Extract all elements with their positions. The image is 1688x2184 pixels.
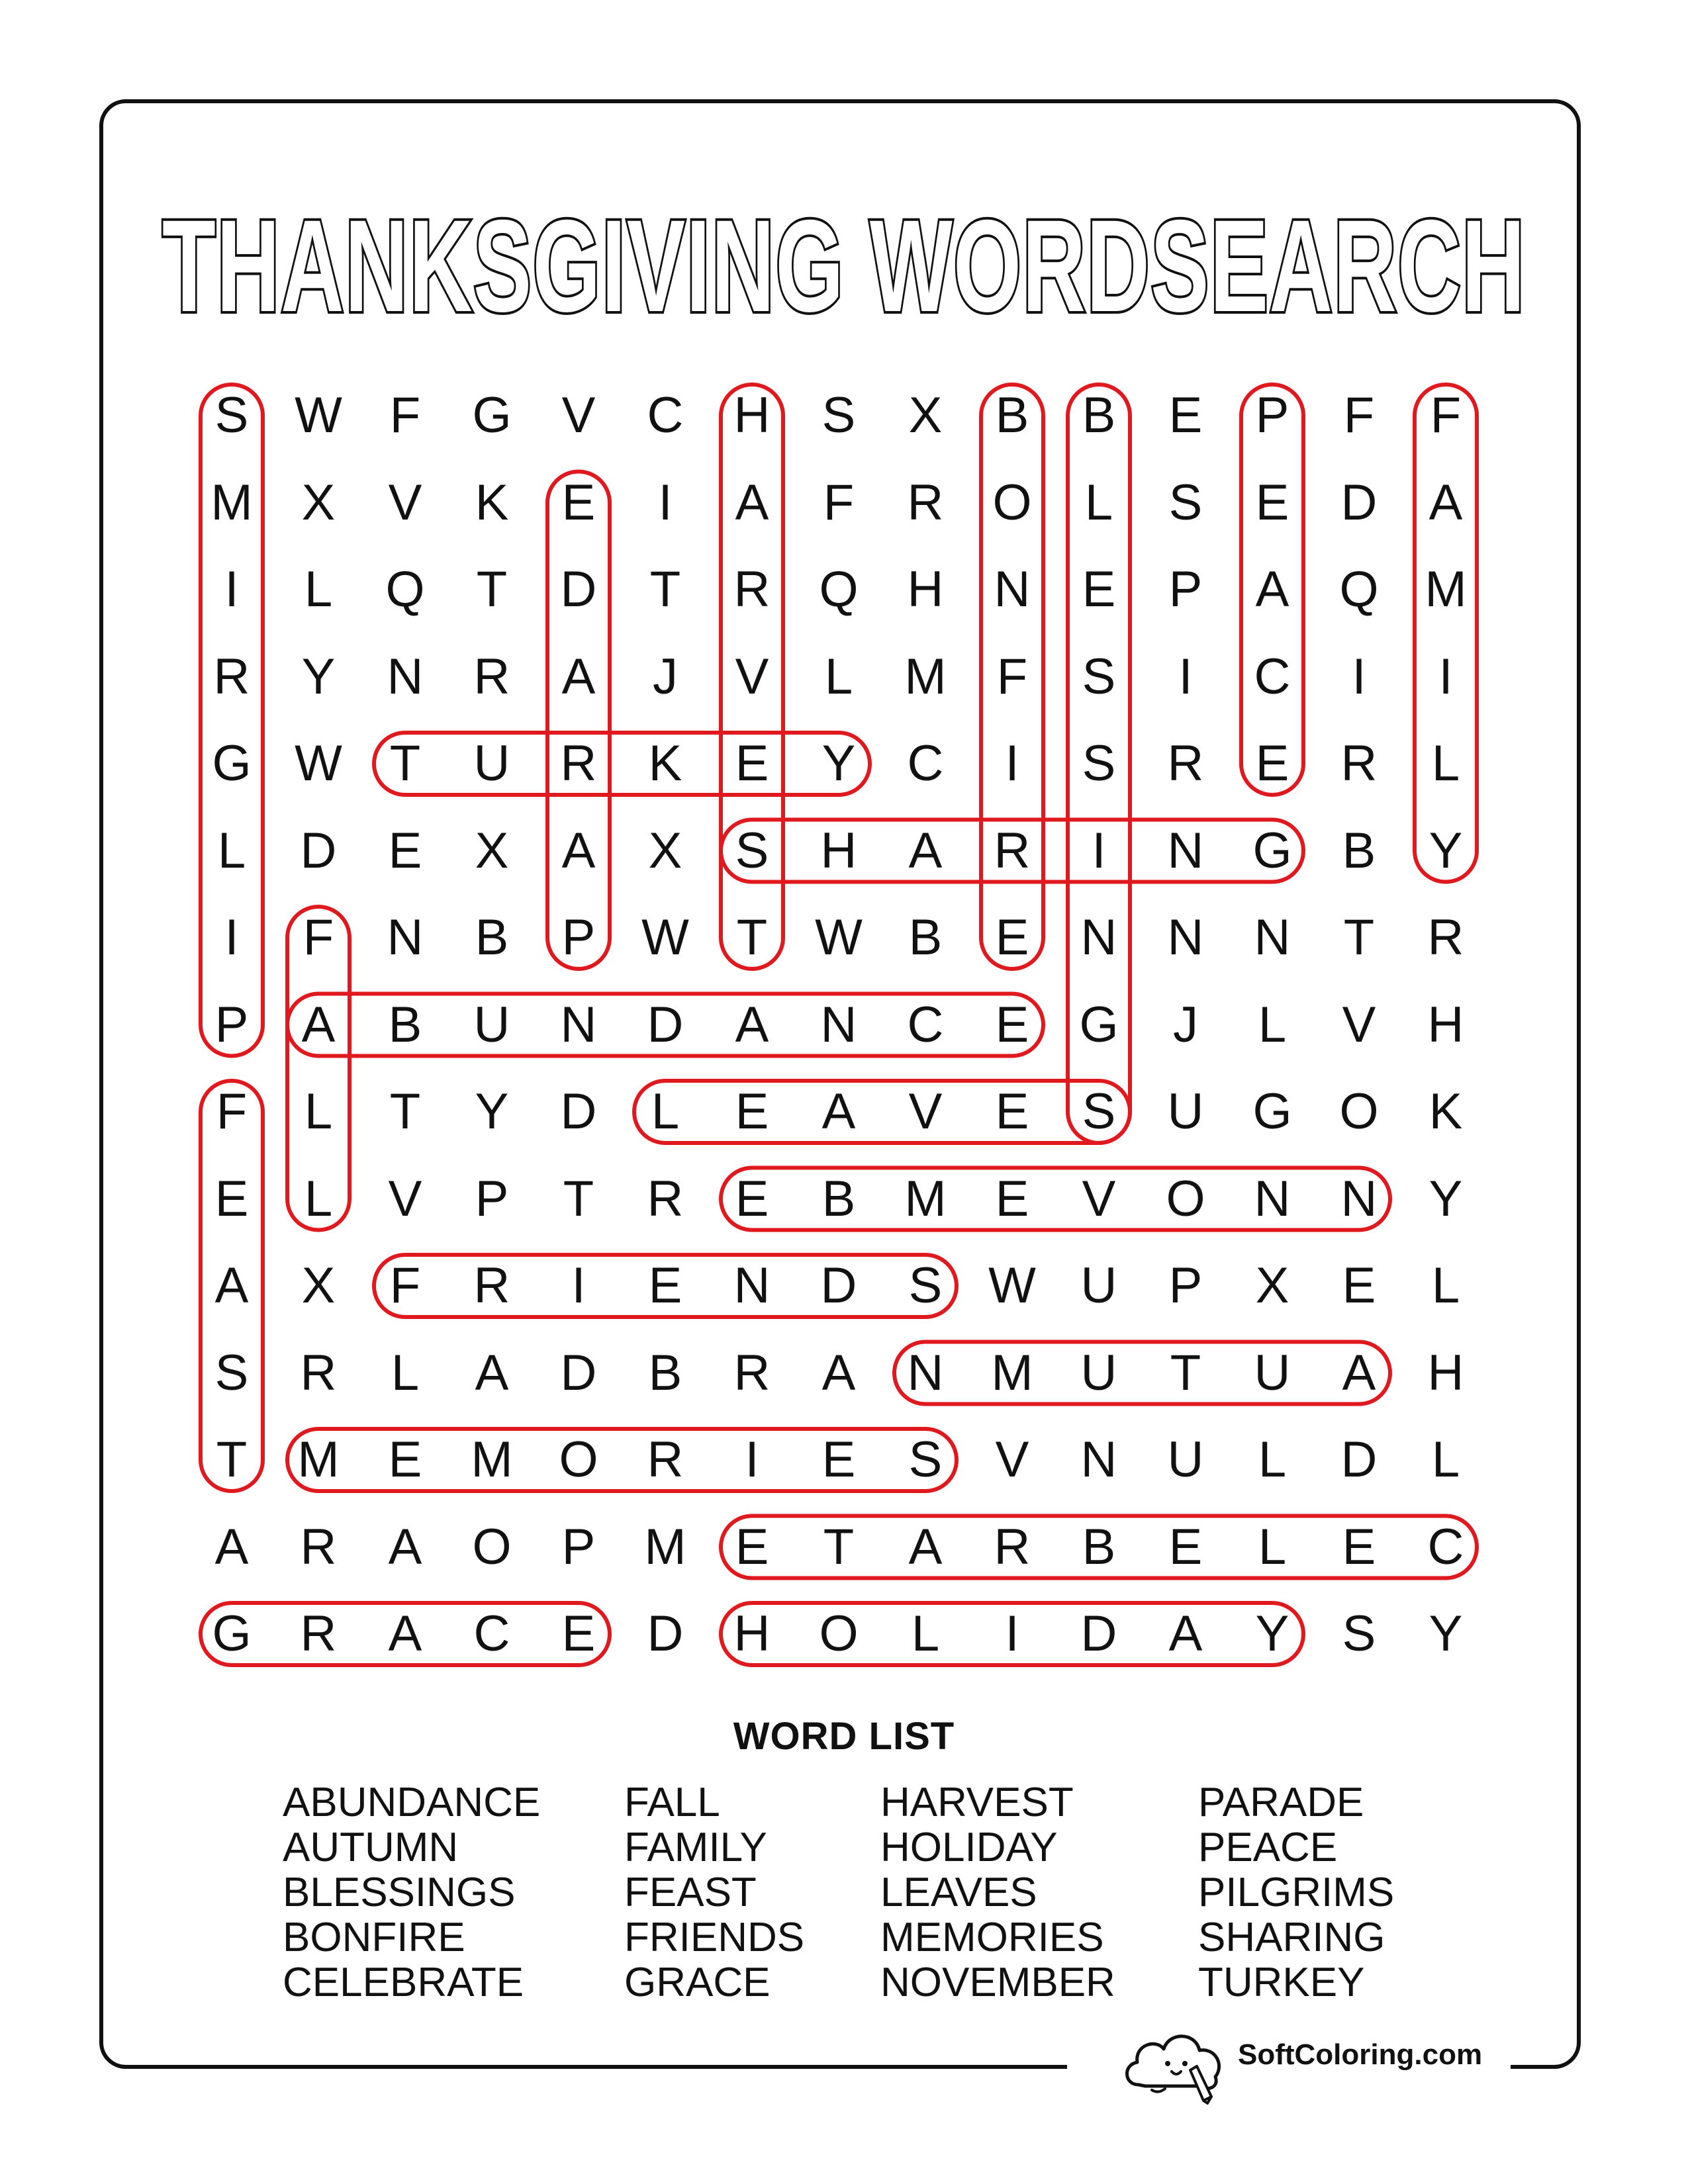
grid-letter[interactable]: D — [300, 822, 337, 879]
grid-letter[interactable]: R — [300, 1344, 337, 1401]
grid-letter[interactable]: A — [735, 474, 769, 531]
grid-letter[interactable]: E — [1342, 1518, 1376, 1575]
grid-letter[interactable]: X — [301, 474, 336, 531]
word-list-column — [1198, 1780, 1394, 2005]
grid-letter[interactable]: A — [388, 1606, 422, 1662]
grid-letter[interactable]: D — [560, 1083, 597, 1140]
grid-letter[interactable]: T — [476, 561, 508, 617]
grid-letter[interactable]: L — [911, 1606, 940, 1662]
grid-letter[interactable]: V — [388, 474, 422, 531]
grid-letter[interactable]: R — [647, 1170, 684, 1227]
grid-letter[interactable]: A — [1168, 1606, 1203, 1662]
grid-letter[interactable]: S — [821, 387, 856, 443]
grid-letter[interactable]: A — [908, 1518, 943, 1575]
grid-letter[interactable]: I — [224, 561, 239, 617]
grid-letter[interactable]: E — [1342, 1257, 1376, 1314]
grid-letter[interactable]: O — [992, 474, 1032, 531]
grid-letter[interactable]: B — [908, 909, 943, 966]
grid-letter[interactable]: V — [735, 648, 769, 705]
grid-letter[interactable]: X — [908, 387, 943, 443]
grid-letter[interactable]: C — [1254, 648, 1291, 705]
grid-letter[interactable]: W — [641, 909, 689, 966]
grid-letter[interactable]: V — [1082, 1170, 1116, 1227]
grid-letter[interactable]: T — [649, 561, 681, 617]
grid-letter[interactable]: O — [559, 1432, 598, 1488]
grid-letter[interactable]: E — [1168, 1518, 1203, 1575]
grid-letter[interactable]: B — [821, 1170, 856, 1227]
word-list-column — [283, 1780, 540, 2005]
word-list-item: NOVEMBER — [880, 1960, 1115, 2005]
grid-letter[interactable]: S — [214, 1344, 249, 1401]
grid-letter[interactable]: X — [648, 822, 682, 879]
grid-letter[interactable]: Y — [1255, 1606, 1289, 1662]
grid-letter[interactable]: F — [1343, 387, 1375, 443]
grid-letter[interactable]: L — [1258, 996, 1287, 1053]
grid-letter[interactable]: H — [820, 822, 857, 879]
grid-letter[interactable]: H — [1427, 996, 1464, 1053]
grid-letter[interactable]: S — [908, 1257, 943, 1314]
grid-letter[interactable]: Y — [1429, 1170, 1463, 1227]
grid-letter[interactable]: M — [991, 1344, 1033, 1401]
grid-letter[interactable]: E — [735, 1518, 769, 1575]
grid-letter[interactable]: Y — [821, 735, 856, 792]
grid-letter[interactable]: N — [1254, 1170, 1291, 1227]
grid-letter[interactable]: S — [1168, 474, 1203, 531]
grid-letter[interactable]: N — [994, 561, 1031, 617]
grid-letter[interactable]: P — [475, 1170, 509, 1227]
grid-letter[interactable]: W — [988, 1257, 1036, 1314]
grid-letter[interactable]: E — [561, 474, 596, 531]
grid-letter[interactable]: P — [561, 909, 596, 966]
grid-letter[interactable]: A — [821, 1344, 856, 1401]
grid-letter[interactable]: M — [1425, 561, 1467, 617]
word-list-item: ABUNDANCE — [283, 1780, 541, 1825]
grid-letter[interactable]: R — [300, 1606, 337, 1662]
grid-letter[interactable]: M — [904, 648, 947, 705]
grid-letter[interactable]: V — [995, 1432, 1029, 1488]
grid-letter[interactable]: A — [908, 822, 943, 879]
grid-letter[interactable]: J — [1173, 996, 1198, 1053]
grid-letter[interactable]: O — [1166, 1170, 1205, 1227]
grid-letter[interactable]: R — [647, 1432, 684, 1488]
grid-letter[interactable]: T — [389, 1083, 421, 1140]
grid-letter[interactable]: C — [907, 996, 944, 1053]
grid-letter[interactable]: F — [303, 909, 334, 966]
word-list-item: HARVEST — [880, 1780, 1074, 1825]
word-list-item: BONFIRE — [283, 1915, 465, 1960]
grid-letter[interactable]: W — [295, 387, 342, 443]
grid-letter[interactable]: I — [1352, 648, 1366, 705]
grid-letter[interactable]: L — [651, 1083, 680, 1140]
grid-letter[interactable]: G — [472, 387, 512, 443]
grid-letter[interactable]: D — [647, 996, 684, 1053]
grid-letter[interactable]: A — [561, 822, 596, 879]
grid-letter[interactable]: N — [387, 909, 424, 966]
grid-letter[interactable]: P — [1255, 387, 1289, 443]
grid-letter[interactable]: N — [1167, 822, 1204, 879]
grid-letter[interactable]: S — [1082, 1083, 1116, 1140]
word-list-item: FRIENDS — [624, 1915, 805, 1960]
grid-letter[interactable]: B — [475, 909, 509, 966]
grid-letter[interactable]: E — [1255, 735, 1289, 792]
grid-letter[interactable]: Y — [301, 648, 336, 705]
cloud-pencil-icon — [1119, 2019, 1231, 2105]
grid-letter[interactable]: F — [1430, 387, 1462, 443]
grid-letter[interactable]: L — [1431, 1432, 1460, 1488]
grid-letter[interactable]: H — [733, 387, 771, 443]
grid-letter[interactable]: E — [388, 822, 422, 879]
grid-letter[interactable]: X — [1255, 1257, 1289, 1314]
grid-letter[interactable]: F — [996, 648, 1028, 705]
grid-letter[interactable]: V — [388, 1170, 422, 1227]
grid-letter[interactable]: U — [1080, 1344, 1117, 1401]
grid-letter[interactable]: N — [1080, 909, 1117, 966]
grid-letter[interactable]: I — [745, 1432, 759, 1488]
grid-letter[interactable]: A — [561, 648, 596, 705]
grid-letter[interactable]: P — [1168, 1257, 1203, 1314]
word-list-item: FAMILY — [624, 1825, 767, 1870]
grid-letter[interactable]: G — [212, 1606, 252, 1662]
grid-letter[interactable]: A — [1342, 1344, 1376, 1401]
grid-letter[interactable]: O — [472, 1518, 512, 1575]
grid-letter[interactable]: T — [563, 1170, 594, 1227]
grid-letter[interactable]: N — [1167, 909, 1204, 966]
grid-letter[interactable]: M — [644, 1518, 686, 1575]
grid-letter[interactable]: D — [1340, 474, 1378, 531]
grid-letter[interactable]: V — [561, 387, 596, 443]
branding-text[interactable]: SoftColoring.com — [1238, 2038, 1483, 2071]
grid-letter[interactable]: B — [995, 387, 1029, 443]
word-list-heading: WORD LIST — [733, 1715, 955, 1758]
grid-letter[interactable]: R — [994, 822, 1031, 879]
grid-letter[interactable]: D — [560, 1344, 597, 1401]
grid-letter[interactable]: N — [820, 996, 857, 1053]
grid-letter[interactable]: G — [212, 735, 252, 792]
grid-letter[interactable]: R — [560, 735, 597, 792]
grid-letter[interactable]: E — [388, 1432, 422, 1488]
grid-letter[interactable]: A — [475, 1344, 509, 1401]
grid-letter[interactable]: N — [1340, 1170, 1378, 1227]
word-list-item: SHARING — [1198, 1915, 1385, 1960]
grid-letter[interactable]: F — [216, 1083, 248, 1140]
grid-letter[interactable]: I — [224, 909, 239, 966]
grid-letter[interactable]: B — [1342, 822, 1376, 879]
grid-letter[interactable]: G — [1079, 996, 1119, 1053]
grid-letter[interactable]: B — [1082, 1518, 1116, 1575]
grid-letter[interactable]: V — [908, 1083, 943, 1140]
grid-letter[interactable]: Y — [1429, 822, 1463, 879]
grid-letter[interactable]: X — [301, 1257, 336, 1314]
grid-letter[interactable]: O — [819, 1606, 859, 1662]
grid-letter[interactable]: L — [1258, 1518, 1287, 1575]
grid-letter[interactable]: T — [823, 1518, 855, 1575]
grid-letter[interactable]: A — [1255, 561, 1289, 617]
grid-letter[interactable]: M — [471, 1432, 513, 1488]
grid-letter[interactable]: M — [211, 474, 253, 531]
title-text: THANKSGIVING WORDSEARCH — [162, 193, 1526, 338]
word-list-column — [624, 1780, 804, 2005]
grid-letter[interactable]: C — [473, 1606, 510, 1662]
grid-letter[interactable]: C — [907, 735, 944, 792]
grid-letter[interactable]: E — [995, 909, 1029, 966]
word-list-column — [880, 1780, 1115, 2005]
grid-letter[interactable]: M — [904, 1170, 947, 1227]
grid-letter[interactable]: R — [213, 648, 250, 705]
grid-letter[interactable]: R — [300, 1518, 337, 1575]
grid-letter[interactable]: S — [1082, 735, 1116, 792]
grid-letter[interactable]: E — [214, 1170, 249, 1227]
grid-letter[interactable]: I — [1178, 648, 1193, 705]
grid-letter[interactable]: N — [387, 648, 424, 705]
grid-letter[interactable]: Q — [819, 561, 859, 617]
grid-letter[interactable]: U — [1167, 1432, 1204, 1488]
grid-letter[interactable]: S — [1342, 1606, 1376, 1662]
grid-letter[interactable]: R — [907, 474, 944, 531]
grid-letter[interactable]: I — [1092, 822, 1106, 879]
grid-letter[interactable]: E — [561, 1606, 596, 1662]
grid-letter[interactable]: R — [473, 648, 510, 705]
grid-letter[interactable]: R — [1340, 735, 1378, 792]
grid-letter[interactable]: X — [475, 822, 509, 879]
word-list-item: TURKEY — [1198, 1960, 1365, 2005]
word-list-item: PEACE — [1198, 1825, 1338, 1870]
grid-letter[interactable]: K — [1429, 1083, 1463, 1140]
grid-letter[interactable]: R — [473, 1257, 510, 1314]
grid-letter[interactable]: I — [571, 1257, 586, 1314]
branding-logo[interactable] — [1119, 2019, 1489, 2105]
grid-letter[interactable]: H — [733, 1606, 771, 1662]
grid-letter[interactable]: L — [304, 1170, 333, 1227]
word-list-item: PARADE — [1198, 1780, 1364, 1825]
grid-letter[interactable]: E — [735, 1170, 769, 1227]
grid-letter[interactable]: E — [735, 1083, 769, 1140]
grid-letter[interactable]: N — [1254, 909, 1291, 966]
grid-letter[interactable]: D — [560, 561, 597, 617]
grid-letter[interactable]: G — [1252, 1083, 1292, 1140]
word-list-item: FEAST — [624, 1870, 757, 1915]
grid-letter[interactable]: R — [1167, 735, 1204, 792]
grid-letter[interactable]: U — [1254, 1344, 1291, 1401]
grid-letter[interactable]: A — [735, 996, 769, 1053]
grid-letter[interactable]: A — [301, 996, 336, 1053]
grid-letter[interactable]: E — [1082, 561, 1116, 617]
grid-letter[interactable]: T — [1343, 909, 1375, 966]
grid-letter[interactable]: D — [647, 1606, 684, 1662]
grid-letter[interactable]: R — [1427, 909, 1464, 966]
grid-letter[interactable]: N — [560, 996, 597, 1053]
grid-letter[interactable]: I — [1005, 1606, 1019, 1662]
grid-letter[interactable]: V — [1342, 996, 1376, 1053]
grid-letter[interactable]: K — [648, 735, 682, 792]
grid-letter[interactable]: D — [820, 1257, 857, 1314]
grid-letter[interactable]: T — [736, 909, 768, 966]
grid-letter[interactable]: A — [214, 1518, 249, 1575]
word-list-item: PILGRIMS — [1198, 1870, 1395, 1915]
grid-letter[interactable]: S — [908, 1432, 943, 1488]
word-list-item: MEMORIES — [880, 1915, 1104, 1960]
grid-letter[interactable]: T — [1170, 1344, 1201, 1401]
grid-letter[interactable]: W — [815, 909, 863, 966]
grid-letter[interactable]: R — [994, 1518, 1031, 1575]
word-list-item: GRACE — [624, 1960, 771, 2005]
word-list-item: BLESSINGS — [283, 1870, 516, 1915]
grid-letter[interactable]: U — [473, 996, 510, 1053]
grid-letter[interactable]: U — [1167, 1083, 1204, 1140]
grid-letter[interactable]: F — [389, 1257, 421, 1314]
grid-letter[interactable]: B — [648, 1344, 682, 1401]
grid-letter[interactable]: P — [214, 996, 249, 1053]
grid-letter[interactable]: P — [1168, 561, 1203, 617]
grid-letter[interactable]: L — [217, 822, 246, 879]
grid-letter[interactable]: F — [389, 387, 421, 443]
grid-letter[interactable]: B — [1082, 387, 1116, 443]
grid-letter[interactable]: C — [1427, 1518, 1464, 1575]
grid-letter[interactable]: A — [388, 1518, 422, 1575]
grid-letter[interactable]: S — [214, 387, 249, 443]
grid-letter[interactable]: L — [1084, 474, 1113, 531]
grid-letter[interactable]: N — [733, 1257, 771, 1314]
grid-letter[interactable]: Q — [1339, 561, 1379, 617]
word-list-item: AUTUMN — [283, 1825, 459, 1870]
grid-letter[interactable]: A — [214, 1257, 249, 1314]
grid-letter[interactable]: G — [1252, 822, 1292, 879]
grid-letter[interactable]: S — [1082, 648, 1116, 705]
grid-letter[interactable]: L — [1431, 735, 1460, 792]
grid-letter[interactable]: H — [1427, 1344, 1464, 1401]
grid-letter[interactable]: E — [821, 1432, 856, 1488]
grid-letter[interactable]: E — [995, 1170, 1029, 1227]
grid-letter[interactable]: L — [304, 561, 333, 617]
grid-letter[interactable]: O — [1339, 1083, 1379, 1140]
grid-letter[interactable]: I — [1438, 648, 1453, 705]
grid-letter[interactable]: L — [1431, 1257, 1460, 1314]
grid-letter[interactable]: K — [475, 474, 509, 531]
grid-letter[interactable]: N — [1080, 1432, 1117, 1488]
grid-letter[interactable]: B — [388, 996, 422, 1053]
grid-letter[interactable]: M — [297, 1432, 340, 1488]
grid-letter[interactable]: E — [995, 1083, 1029, 1140]
grid-letter[interactable]: E — [1255, 474, 1289, 531]
grid-letter[interactable]: T — [389, 735, 421, 792]
word-list-item: CELEBRATE — [283, 1960, 524, 2005]
grid-letter[interactable]: U — [1080, 1257, 1117, 1314]
grid-letter[interactable]: E — [1168, 387, 1203, 443]
grid-letter[interactable]: J — [653, 648, 678, 705]
grid-letter[interactable]: P — [561, 1518, 596, 1575]
grid-letter[interactable]: F — [823, 474, 855, 531]
grid-letter[interactable]: L — [824, 648, 853, 705]
grid-letter[interactable]: Y — [1429, 1606, 1463, 1662]
grid-letter[interactable]: S — [735, 822, 769, 879]
grid-letter[interactable]: T — [216, 1432, 248, 1488]
grid-letter[interactable]: E — [995, 996, 1029, 1053]
grid-letter[interactable]: E — [648, 1257, 682, 1314]
grid-letter[interactable]: W — [295, 735, 342, 792]
grid-letter[interactable]: Q — [385, 561, 425, 617]
word-list-item: FALL — [624, 1780, 720, 1825]
grid-letter[interactable]: L — [391, 1344, 420, 1401]
grid-letter[interactable]: L — [1258, 1432, 1287, 1488]
grid-letter[interactable]: H — [907, 561, 944, 617]
grid-letter[interactable]: U — [473, 735, 510, 792]
grid-letter[interactable]: C — [647, 387, 684, 443]
grid-letter[interactable]: E — [735, 735, 769, 792]
word-list-item: HOLIDAY — [880, 1825, 1058, 1870]
grid-letter[interactable]: R — [733, 561, 771, 617]
grid-letter[interactable]: I — [658, 474, 673, 531]
grid-letter[interactable]: I — [1005, 735, 1019, 792]
grid-letter[interactable]: D — [1080, 1606, 1117, 1662]
grid-letter[interactable]: R — [733, 1344, 771, 1401]
word-list-item: LEAVES — [880, 1870, 1037, 1915]
grid-letter[interactable]: L — [304, 1083, 333, 1140]
grid-letter[interactable]: A — [1429, 474, 1463, 531]
grid-letter[interactable]: Y — [475, 1083, 509, 1140]
grid-letter[interactable]: N — [907, 1344, 944, 1401]
grid-letter[interactable]: A — [821, 1083, 856, 1140]
grid-letter[interactable]: D — [1340, 1432, 1378, 1488]
